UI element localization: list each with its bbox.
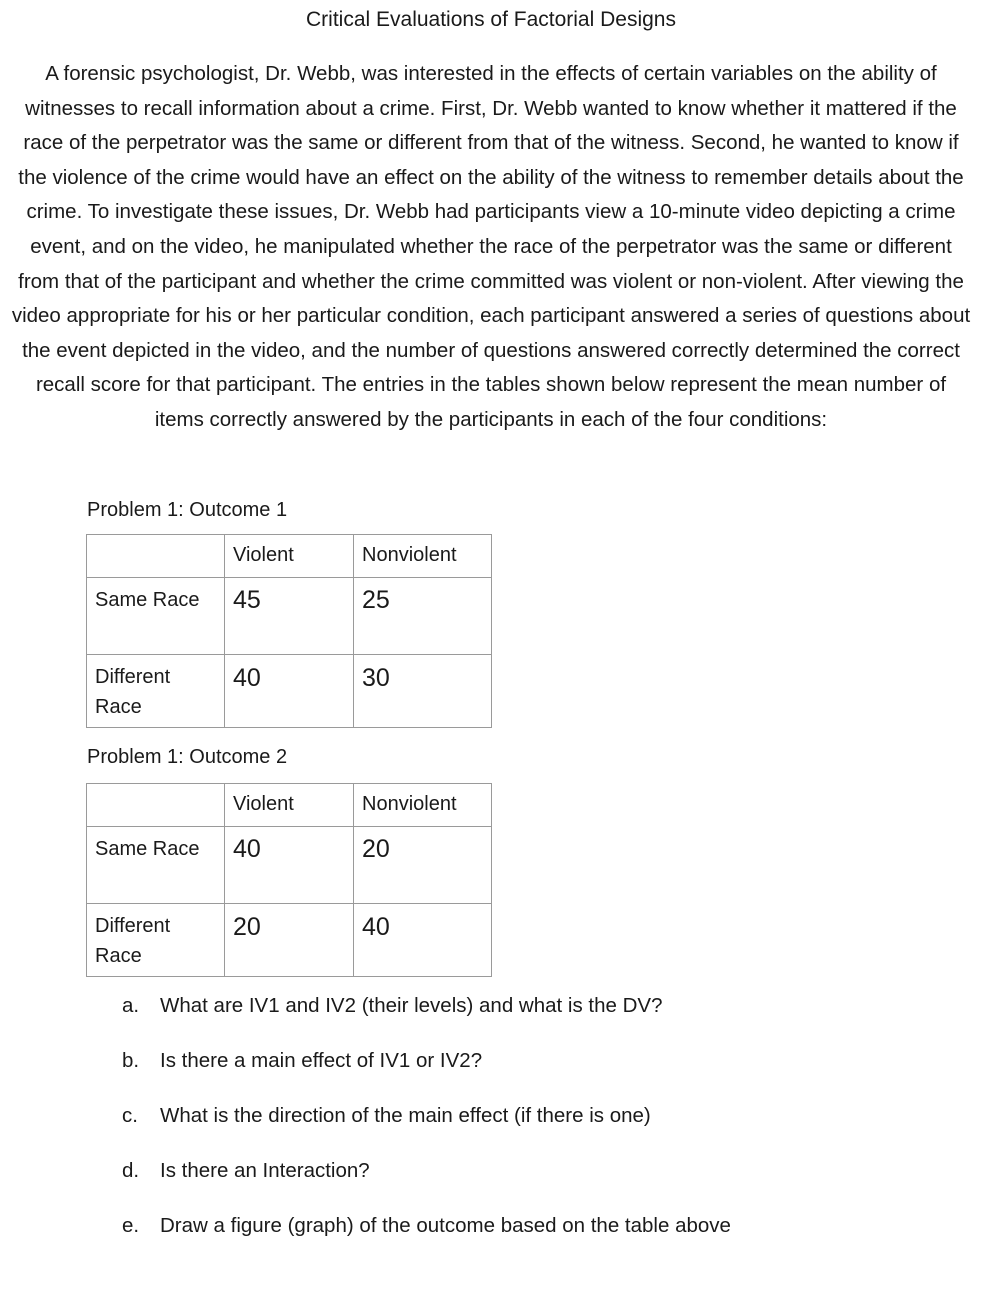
list-item: [122, 1098, 731, 1153]
list-item: [122, 1208, 731, 1263]
cell-same-nonviolent: 20: [354, 827, 492, 904]
table-row: [87, 578, 492, 655]
cell-same-nonviolent: 25: [354, 578, 492, 655]
list-marker: c.: [122, 1104, 138, 1127]
table-row: [87, 904, 492, 977]
page-title: Critical Evaluations of Factorial Designs: [306, 8, 676, 31]
list-marker: d.: [122, 1159, 140, 1182]
column-header-nonviolent: Nonviolent: [354, 784, 492, 827]
question-text: Is there an Interaction?: [160, 1159, 370, 1182]
table-header-row: [87, 784, 492, 827]
list-marker: b.: [122, 1049, 140, 1072]
question-text: Draw a figure (graph) of the outcome based on the table above: [160, 1214, 731, 1237]
list-item: [122, 1043, 731, 1098]
cell-different-violent: 40: [225, 655, 354, 728]
question-text: Is there a main effect of IV1 or IV2?: [160, 1049, 483, 1072]
corner-cell: [87, 535, 225, 578]
column-header-violent: Violent: [225, 784, 354, 827]
cell-different-nonviolent: 40: [354, 904, 492, 977]
column-header-violent: Violent: [225, 535, 354, 578]
outcome-1-table: [86, 534, 492, 728]
question-text: What is the direction of the main effect (if there is one): [160, 1104, 651, 1127]
questions-list: [122, 988, 731, 1263]
list-item: [122, 988, 731, 1043]
table-row: [87, 655, 492, 728]
cell-same-violent: 40: [225, 827, 354, 904]
list-marker: a.: [122, 994, 140, 1017]
outcome-2-label: Problem 1: Outcome 2: [87, 746, 288, 768]
table-row: [87, 827, 492, 904]
cell-different-nonviolent: 30: [354, 655, 492, 728]
row-header-different-race: Different Race: [87, 655, 225, 728]
intro-paragraph: A forensic psychologist, Dr. Webb, was interested in the effects of certain variables on the ability of witnesses to recall information about a crime. First, Dr. Webb wanted to know whether it mattered if the race of the perpetrator was the same or different from that of the witness. Second, he wanted to know if the violence of the crime would have an effect on the ability of the witness to remember details about the crime. To investigate these issues, Dr. Webb had participants view a 10-minute video depicting a crime event, and on the video, he manipulated whether the race of the perpetrator was the same or different from that of the participant and whether the crime committed was violent or non-violent. After viewing the video appropriate for his or her particular condition, each participant answered a series of questions about the event depicted in the video, and the number of questions answered correctly determined the correct recall score for that participant. The entries in the tables shown below represent the mean number of items correctly answered by the participants in each of the four conditions:: [11, 62, 971, 431]
cell-different-violent: 20: [225, 904, 354, 977]
list-marker: e.: [122, 1214, 140, 1237]
corner-cell: [87, 784, 225, 827]
row-header-same-race: Same Race: [87, 827, 225, 904]
list-item: [122, 1153, 731, 1208]
row-header-different-race: Different Race: [87, 904, 225, 977]
column-header-nonviolent: Nonviolent: [354, 535, 492, 578]
row-header-same-race: Same Race: [87, 578, 225, 655]
table-header-row: [87, 535, 492, 578]
outcome-1-label: Problem 1: Outcome 1: [87, 499, 288, 521]
cell-same-violent: 45: [225, 578, 354, 655]
outcome-2-table: [86, 783, 492, 977]
question-text: What are IV1 and IV2 (their levels) and what is the DV?: [160, 994, 663, 1017]
